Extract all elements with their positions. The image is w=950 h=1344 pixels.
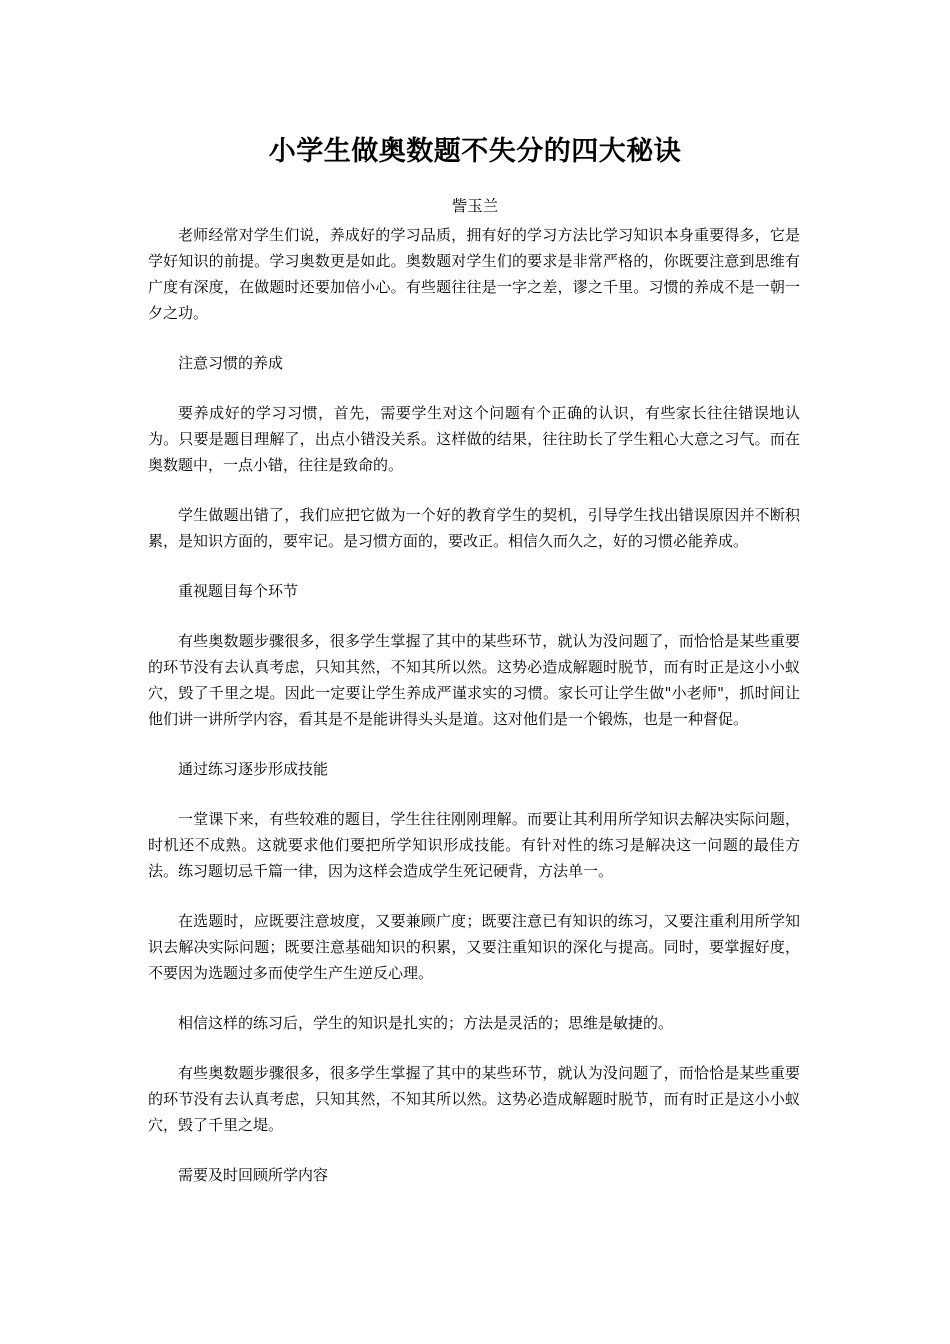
section-heading-steps: 重视题目每个环节 [178,582,299,600]
paragraph: 有些奥数题步骤很多，很多学生掌握了其中的某些环节，就认为没问题了，而恰恰是某些重要的环节没有去认真考虑，只知其然，不知其所以然。这势必造成解题时脱节，而有时正是这小小蚁穴，毁了千里之堤。因此一定要让学生养成严谨求实的习惯。家长可让学生做"小老师"，抓时间让他们讲一讲所学内容，看其是不是能讲得头头是道。这对他们是一个锻炼，也是一种督促。 [148,632,800,728]
paragraph: 在选题时，应既要注意坡度，又要兼顾广度；既要注意已有知识的练习，又要注重利用所学知识去解决实际问题；既要注意基础知识的积累，又要注重知识的深化与提高。同时，要掌握好度，不要因为选题过多而使学生产生逆反心理。 [148,912,800,982]
section-heading-review: 需要及时回顾所学内容 [178,1166,329,1184]
paragraph: 有些奥数题步骤很多，很多学生掌握了其中的某些环节，就认为没问题了，而恰恰是某些重要的环节没有去认真考虑，只知其然，不知其所以然。这势必造成解题时脱节，而有时正是这小小蚁穴，毁了千里之堤。 [148,1064,800,1134]
paragraph: 要养成好的学习习惯，首先，需要学生对这个问题有个正确的认识，有些家长往往错误地认为。只要是题目理解了，出点小错没关系。这样做的结果，往往助长了学生粗心大意之习气。而在奥数题中，一点小错，往往是致命的。 [148,404,800,474]
intro-paragraph: 老师经常对学生们说，养成好的学习品质，拥有好的学习方法比学习知识本身重要得多，它是学好知识的前提。学习奥数更是如此。奥数题对学生们的要求是非常严格的，你既要注意到思维有广度有深度，在做题时还要加倍小心。有些题往往是一字之差，谬之千里。习惯的养成不是一朝一夕之功。 [148,226,800,322]
document-title: 小学生做奥数题不失分的四大秘诀 [268,136,682,167]
section-heading-practice: 通过练习逐步形成技能 [178,760,329,778]
paragraph: 学生做题出错了，我们应把它做为一个好的教育学生的契机，引导学生找出错误原因并不断积累，是知识方面的，要牢记。是习惯方面的，要改正。相信久而久之，好的习惯必能养成。 [148,506,800,550]
paragraph: 一堂课下来，有些较难的题目，学生往往刚刚理解。而要让其利用所学知识去解决实际问题，时机还不成熟。这就要求他们要把所学知识形成技能。有针对性的练习是解决这一问题的最佳方法。练习题切忌千篇一律，因为这样会造成学生死记硬背，方法单一。 [148,810,800,880]
section-heading-habits: 注意习惯的养成 [178,354,284,372]
document-body [148,222,800,1188]
paragraph: 相信这样的练习后，学生的知识是扎实的；方法是灵活的；思维是敏捷的。 [178,1014,674,1032]
document-author: 訾玉兰 [451,197,499,215]
